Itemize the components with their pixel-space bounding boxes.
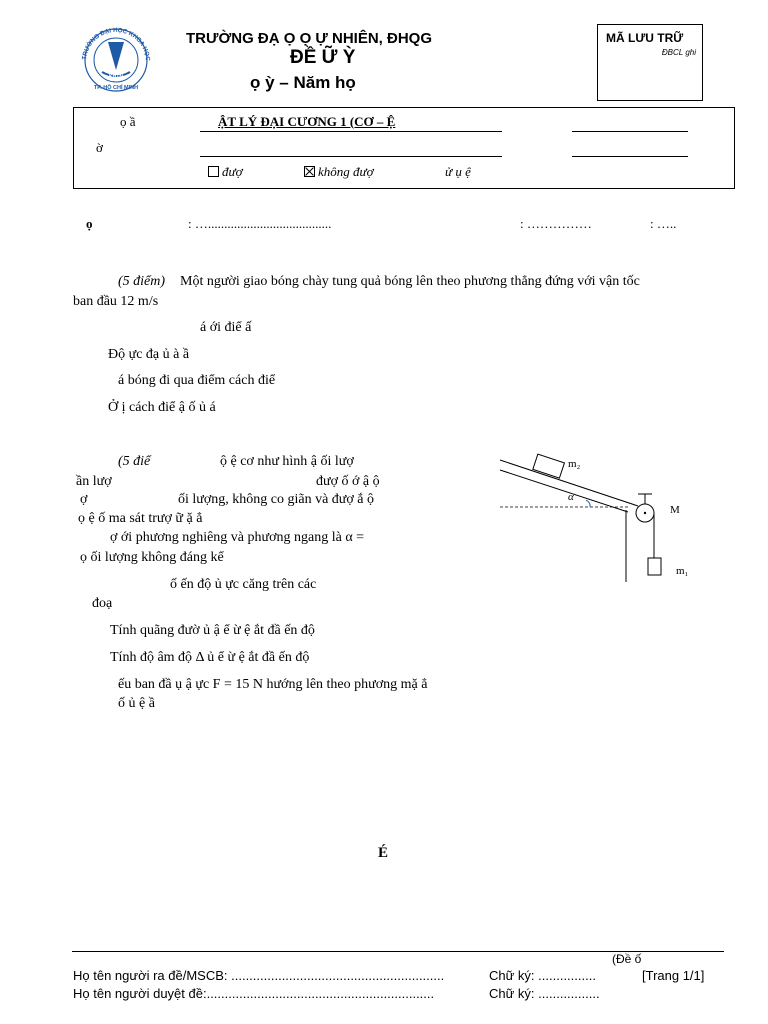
pulley-axle bbox=[644, 512, 646, 514]
student-name-dots: : …...................................... bbox=[188, 216, 332, 231]
university-name: TRƯỜNG ĐẠ Ọ Ọ Ự NHIÊN, ĐHQG bbox=[186, 30, 433, 47]
problem1-question-c: á bóng đi qua điểm cách điể bbox=[118, 373, 276, 388]
incline-underside bbox=[500, 470, 628, 512]
problem2-question-a: Tính quãng đườ ủ ậ ể ừ ệ ắt đầ ến độ bbox=[110, 623, 315, 638]
problem1-intro-cont: ban đầu 12 m/s bbox=[73, 294, 159, 309]
archive-label: MÃ LƯU TRỮ bbox=[606, 31, 684, 45]
problem2-line2a: ần lượ bbox=[76, 474, 112, 489]
course-underline bbox=[200, 131, 502, 132]
problem2-line3b: ối lượng, không co giãn và đượ ắ ộ bbox=[178, 492, 375, 507]
problem2-line8: đoạ bbox=[92, 596, 113, 611]
problem2-line1: ộ ệ cơ như hình ậ ối lượ bbox=[220, 454, 354, 469]
allowed-label: đượ bbox=[222, 164, 243, 179]
problem2-question-c: ếu ban đầ ụ ậ ực F = 15 N hướng lên theo phương mặ ẳ bbox=[118, 677, 428, 692]
exam-title: ĐỀ Ữ Ỳ bbox=[290, 47, 356, 68]
time-line bbox=[200, 156, 502, 157]
logo-bottom-text: TP. HỒ CHÍ MINH bbox=[93, 85, 139, 91]
student-extra-dots: : ….. bbox=[650, 216, 677, 231]
allowed-checkbox bbox=[208, 166, 219, 177]
label-m1: m₁ bbox=[676, 565, 689, 577]
problem1-question-a: á ới điể ấ bbox=[200, 320, 252, 335]
problem2-question-b: Tính độ âm độ Δ ủ ể ừ ệ ắt đầ ến độ bbox=[110, 650, 310, 665]
semester-line: ọ ỳ – Năm họ bbox=[250, 73, 356, 92]
incline-pulley-diagram bbox=[498, 450, 708, 595]
archive-note: ĐBCL ghi bbox=[661, 48, 696, 57]
label-M: M bbox=[670, 504, 680, 516]
logo-center-text: KHTN bbox=[109, 74, 123, 80]
problem2-points: (5 điể bbox=[118, 454, 151, 469]
not-allowed-label: không đượ bbox=[318, 164, 374, 179]
problem1-question-b: Độ ực đạ ủ à ầ bbox=[108, 347, 190, 362]
problem2-line3a: ợ bbox=[80, 492, 88, 507]
not-allowed-option bbox=[304, 164, 374, 180]
problem2-question-c-cont: ố ủ ệ ầ bbox=[118, 696, 155, 711]
page-number: [Trang 1/1] bbox=[642, 968, 705, 983]
logo-ring-text: TRƯỜNG ĐẠI HỌC KHOA HỌC bbox=[81, 26, 152, 62]
student-id-dots: : …………… bbox=[520, 216, 592, 231]
block-m1 bbox=[648, 558, 661, 575]
date-line bbox=[572, 156, 688, 157]
label-m2: m₂ bbox=[568, 458, 581, 470]
logo-sail-icon bbox=[108, 42, 124, 70]
label-alpha: α bbox=[568, 491, 574, 503]
archive-code-box bbox=[597, 24, 703, 101]
author-signature: Chữ ký: ................ bbox=[489, 968, 596, 983]
block-m2 bbox=[533, 454, 565, 478]
author-line: Họ tên người ra đề/MSCB: ........................................................... bbox=[73, 968, 445, 983]
reviewer-line: Họ tên người duyệt đề:............................................................... bbox=[73, 986, 435, 1001]
student-name-label: ọ bbox=[86, 216, 93, 231]
time-label: ờ bbox=[96, 140, 103, 155]
allowed-option bbox=[208, 164, 243, 180]
problem2-line4: ọ ệ ố ma sát trượ ữ ặ ẳ bbox=[78, 511, 203, 526]
materials-label: ử ụ ệ bbox=[445, 164, 471, 179]
problem1-points: (5 điểm) bbox=[118, 274, 166, 289]
exam-info-box bbox=[73, 107, 735, 189]
problem2-line5: ợ ới phương nghiêng và phương ngang là α = bbox=[110, 530, 365, 545]
university-logo bbox=[72, 22, 160, 92]
end-mark: É bbox=[378, 845, 389, 861]
problem1-question-d: Ở ị cách điể ậ ố ủ á bbox=[108, 400, 216, 415]
footer-divider bbox=[72, 951, 724, 952]
reviewer-signature: Chữ ký: ................. bbox=[489, 986, 600, 1001]
problem1-intro: Một người giao bóng chày tung quả bóng lên theo phương thẳng đứng với vận tốc bbox=[180, 274, 640, 289]
problem2-line2b: đượ ố ớ ậ ộ bbox=[316, 474, 380, 489]
not-allowed-checkbox bbox=[304, 166, 315, 177]
course-label: ọ ầ bbox=[120, 114, 136, 129]
course-name: ẬT LÝ ĐẠI CƯƠNG 1 (CƠ – Ệ bbox=[218, 114, 396, 129]
problem2-line7: ố ến độ ủ ực căng trên các bbox=[170, 577, 317, 592]
course-code-line bbox=[572, 131, 688, 132]
footer-note: (Đề ố bbox=[612, 952, 642, 966]
problem2-line6: ọ ối lượng không đáng kể bbox=[80, 550, 224, 565]
angle-arc bbox=[586, 500, 590, 507]
